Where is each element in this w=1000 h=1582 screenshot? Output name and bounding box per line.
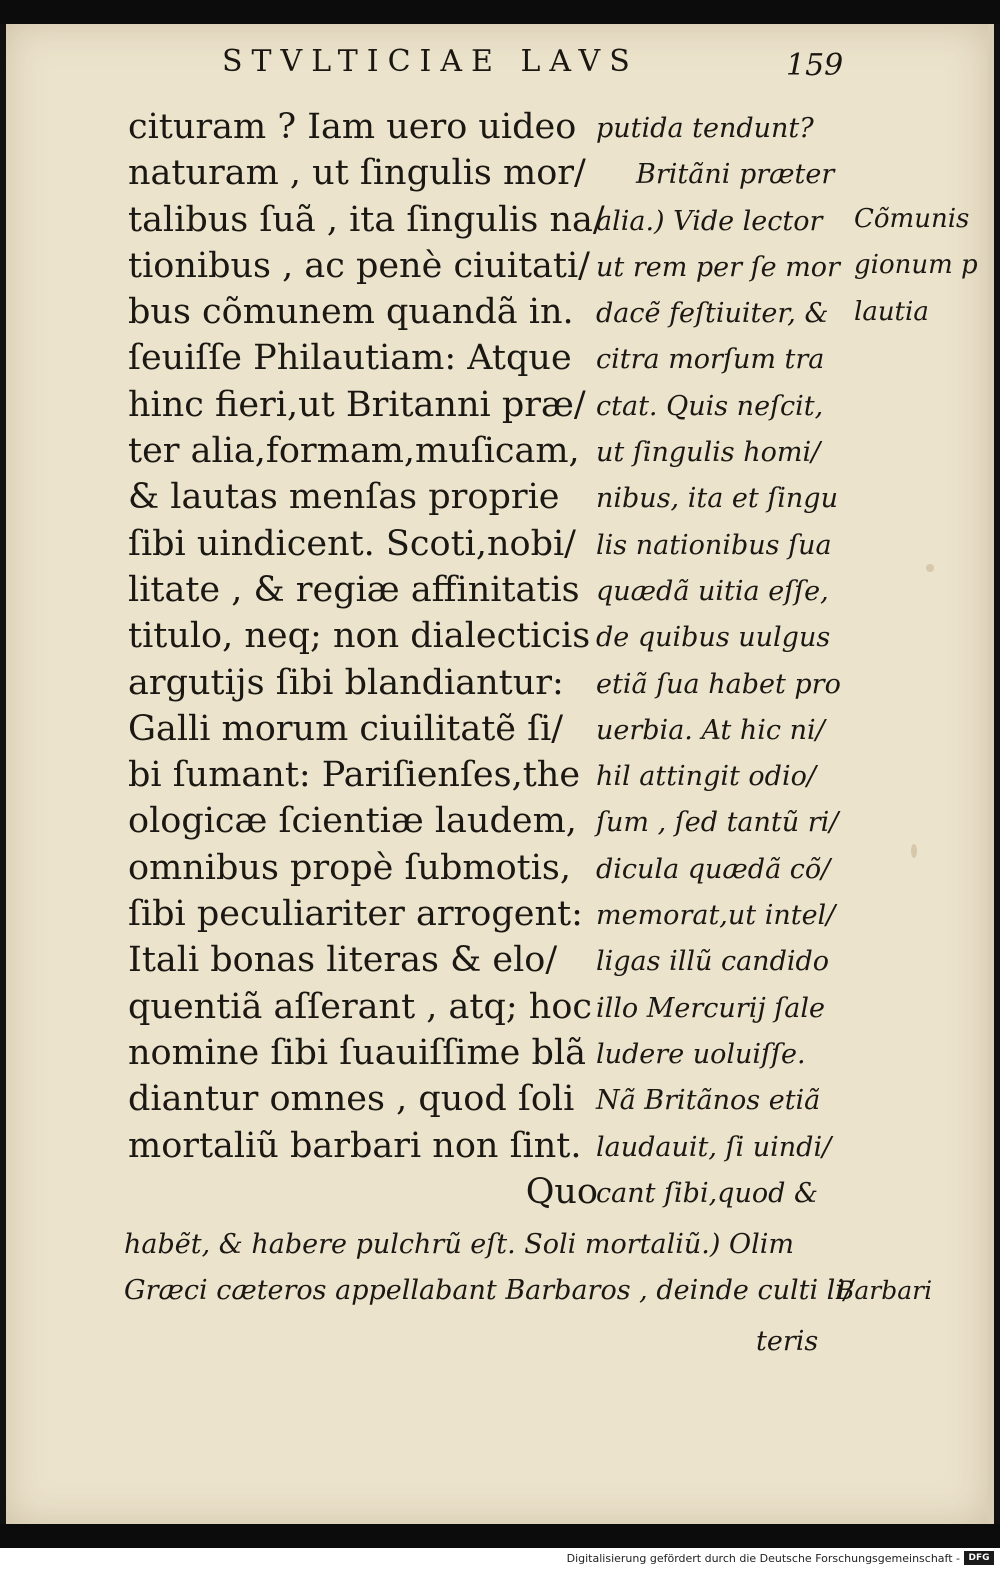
text-line: Galli morum ciuilitatẽ ſi/ bbox=[128, 708, 564, 749]
text-line: naturam , ut ſingulis mor/ bbox=[128, 153, 586, 194]
gloss-line: ut ſingulis homi/ bbox=[596, 437, 821, 469]
dfg-logo-icon: DFG bbox=[964, 1551, 994, 1565]
text-line: cituram ? Iam uero uideo bbox=[128, 107, 577, 147]
page-number: 159 bbox=[786, 48, 844, 83]
running-title: STVLTICIAE LAVS bbox=[222, 44, 639, 79]
paper-stain bbox=[911, 844, 917, 858]
paper-stain bbox=[926, 564, 934, 572]
gloss-line: de quibus uulgus bbox=[596, 622, 831, 654]
margin-note-line: gionum p bbox=[854, 250, 978, 281]
text-line: tionibus , ac penè ciuitati/ bbox=[128, 245, 590, 286]
gloss-line: ctat. Quis neſcit, bbox=[596, 390, 824, 422]
scan-top-border bbox=[0, 0, 1000, 24]
digitization-credit: Digitalisierung gefördert durch die Deutsche Forschungsgemeinschaft - bbox=[566, 1552, 960, 1565]
gloss-line: ut rem per ſe mor bbox=[596, 251, 840, 283]
gloss-line: laudauit, ſi uindi/ bbox=[596, 1131, 832, 1163]
text-line: nomine ſibi ſuauiſſime blã bbox=[128, 1032, 586, 1073]
text-line: Quo bbox=[525, 1171, 598, 1212]
text-line: talibus ſuã , ita ſingulis na/ bbox=[128, 199, 605, 240]
text-line: ſibi peculiariter arrogent: bbox=[128, 894, 583, 935]
gloss-line: dacẽ feſtiuiter, & bbox=[596, 298, 829, 330]
gloss-line: lis nationibus ſua bbox=[596, 529, 832, 561]
gloss-line: cant ſibi,quod & bbox=[596, 1177, 818, 1209]
gloss-line: etiã ſua habet pro bbox=[596, 668, 841, 700]
gloss-line: putida tendunt? bbox=[596, 113, 814, 144]
bottom-gloss bbox=[124, 1222, 854, 1314]
text-line: ſibi uindicent. Scoti,nobi/ bbox=[128, 523, 576, 564]
text-line: ter alia,formam,muſicam, bbox=[128, 431, 580, 472]
gloss-line: Nã Britãnos etiã bbox=[596, 1085, 821, 1117]
margin-note bbox=[854, 196, 984, 335]
text-line: hinc fieri,ut Britanni præ/ bbox=[128, 384, 586, 425]
text-line: ſeuiſſe Philautiam: Atque bbox=[128, 338, 572, 379]
gloss-line: ligas illũ candido bbox=[596, 946, 830, 978]
gloss-line: citra morſum tra bbox=[596, 344, 825, 376]
text-line: omnibus propè ſubmotis, bbox=[128, 847, 571, 888]
gloss-line: nibus, ita et ſingu bbox=[596, 483, 838, 515]
text-line: bus cõmunem quandã in. bbox=[128, 292, 574, 333]
margin-note-line: Cõmunis bbox=[854, 204, 970, 234]
gloss-line: ſum , ſed tantũ ri/ bbox=[596, 807, 839, 839]
bottom-gloss-line: Græci cæteros appellabant Barbaros , deinde culti li/ bbox=[124, 1275, 854, 1306]
text-line: bi ſumant: Pariſienſes,the bbox=[128, 755, 581, 796]
scan-bottom-border bbox=[0, 1524, 1000, 1548]
text-line: ologicæ ſcientiæ laudem, bbox=[128, 801, 577, 842]
text-line: diantur omnes , quod ſoli bbox=[128, 1079, 575, 1120]
gloss-line: Britãni præter bbox=[636, 159, 835, 191]
text-line: argutijs ſibi blandiantur: bbox=[128, 662, 564, 703]
gloss-column bbox=[596, 106, 846, 1217]
text-line: litate , & regiæ affinitatis bbox=[128, 569, 580, 610]
margin-note-line: lautia bbox=[854, 296, 929, 327]
text-line: & lautas menſas proprie bbox=[128, 477, 560, 518]
gloss-line: quædã uitia eſſe, bbox=[596, 575, 829, 607]
bottom-gloss-line: habẽt, & habere pulchrũ eſt. Soli mortaliũ.) Olim bbox=[124, 1229, 794, 1260]
gloss-line: uerbia. At hic ni/ bbox=[596, 714, 825, 746]
text-line: titulo, neq; non dialecticis bbox=[128, 616, 591, 657]
gloss-line: alia.) Vide lector bbox=[596, 205, 823, 237]
gloss-line: ludere uoluiſſe. bbox=[596, 1038, 806, 1070]
text-line: quentiã aſſerant , atq; hoc bbox=[128, 986, 592, 1027]
gloss-line: hil attingit odio/ bbox=[596, 761, 816, 793]
main-text-column bbox=[128, 104, 605, 1215]
catchword: teris bbox=[756, 1326, 819, 1357]
text-line: mortaliũ barbari non ſint. bbox=[128, 1125, 582, 1166]
gloss-line: dicula quædã cõ/ bbox=[596, 853, 831, 885]
text-line: Itali bonas literas & elo/ bbox=[128, 940, 558, 981]
margin-note-barbari: Barbari bbox=[836, 1276, 933, 1305]
gloss-line: memorat,ut intel/ bbox=[596, 900, 836, 932]
gloss-line: illo Mercurij ſale bbox=[596, 992, 825, 1024]
